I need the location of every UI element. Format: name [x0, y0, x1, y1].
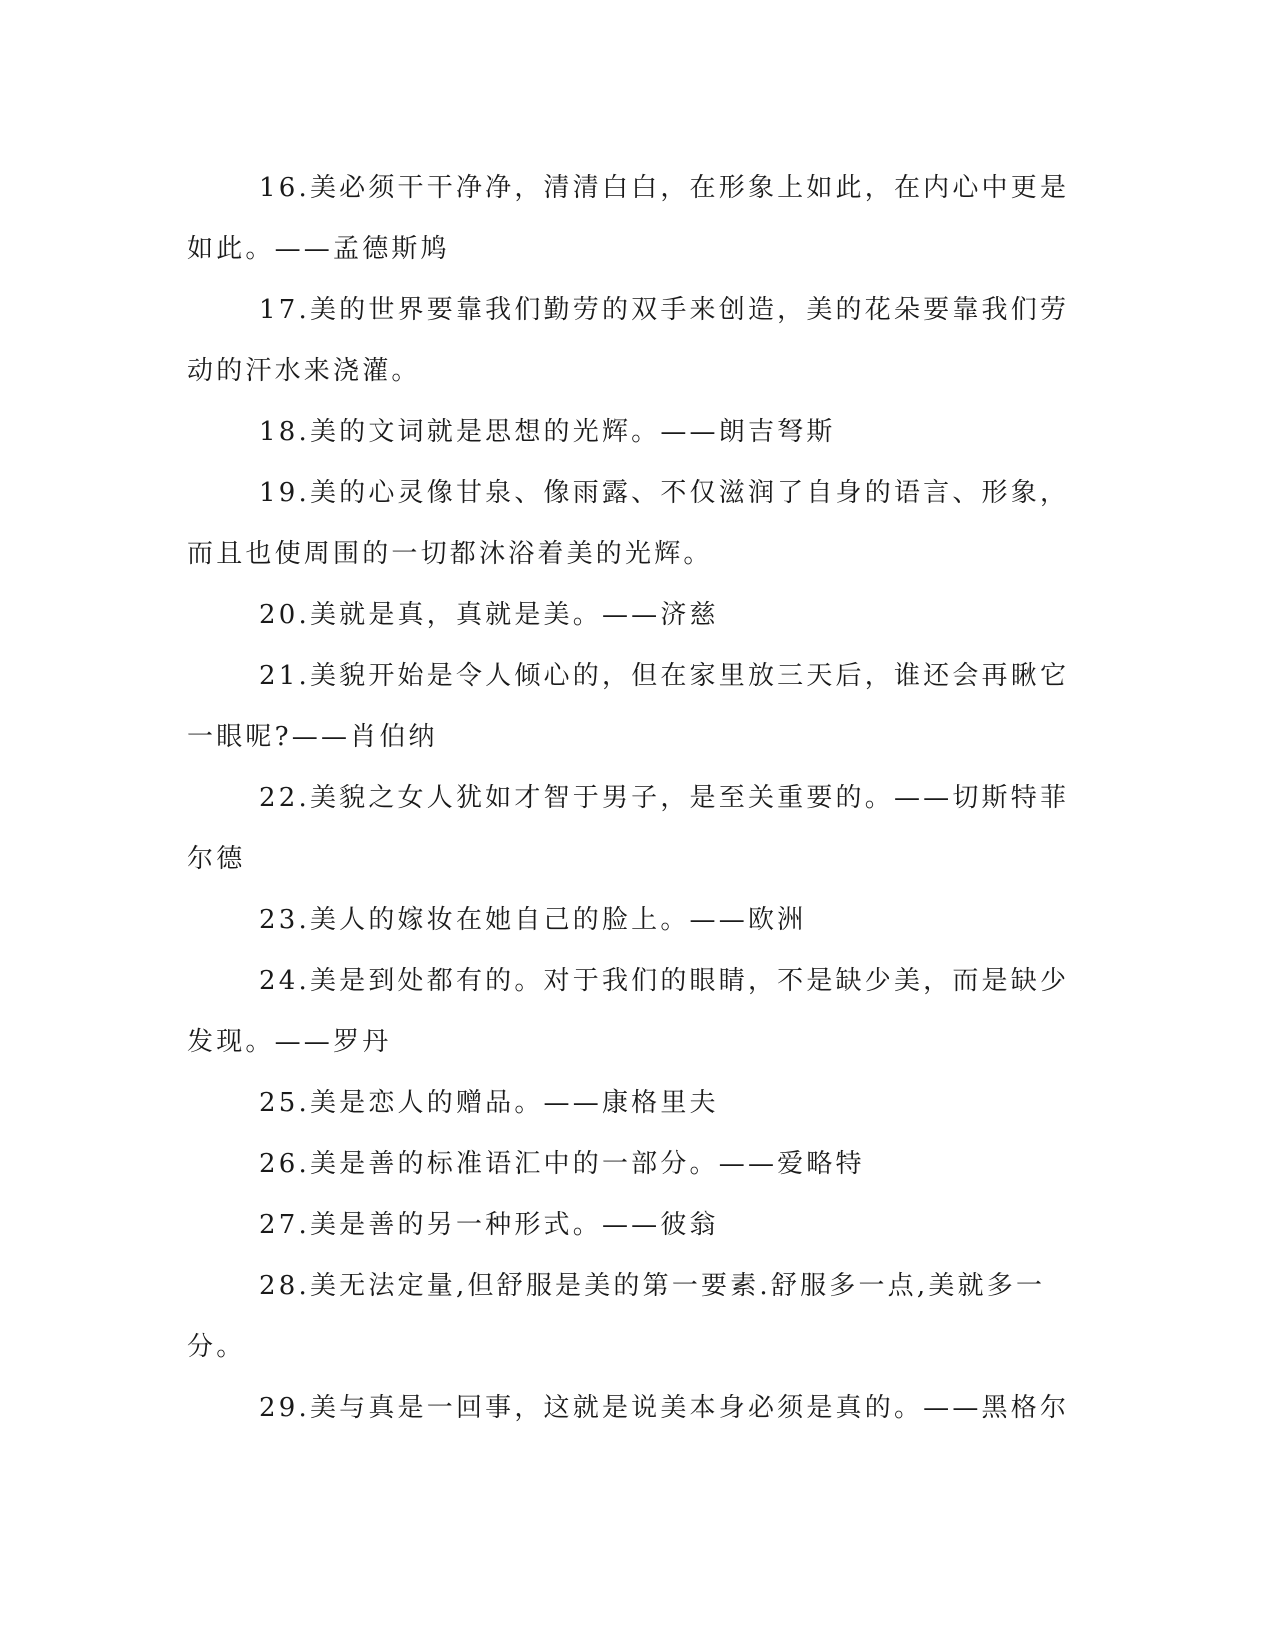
quote-paragraph-25: 25.美是恋人的赠品。——康格里夫	[259, 1088, 719, 1118]
quote-paragraph-20: 20.美就是真，真就是美。——济慈	[259, 600, 719, 630]
quote-list	[187, 158, 1073, 1439]
quote-paragraph-19: 19.美的心灵像甘泉、像雨露、不仅滋润了自身的语言、形象，而且也使周围的一切都沐浴着美的光辉。	[187, 478, 1070, 569]
quote-paragraph-28: 28.美无法定量,但舒服是美的第一要素.舒服多一点,美就多一分。	[187, 1271, 1046, 1362]
quote-paragraph-23: 23.美人的嫁妆在她自己的脸上。——欧洲	[259, 905, 807, 935]
quote-paragraph-24: 24.美是到处都有的。对于我们的眼睛，不是缺少美，而是缺少发现。——罗丹	[187, 966, 1070, 1057]
quote-paragraph-22: 22.美貌之女人犹如才智于男子，是至关重要的。——切斯特菲尔德	[187, 783, 1070, 874]
quote-paragraph-29: 29.美与真是一回事，这就是说美本身必须是真的。——黑格尔	[259, 1393, 1070, 1423]
quote-paragraph-17: 17.美的世界要靠我们勤劳的双手来创造，美的花朵要靠我们劳动的汗水来浇灌。	[187, 295, 1070, 386]
quote-paragraph-16: 16.美必须干干净净，清清白白，在形象上如此，在内心中更是如此。——孟德斯鸠	[187, 173, 1070, 264]
quote-paragraph-27: 27.美是善的另一种形式。——彼翁	[259, 1210, 719, 1240]
quote-paragraph-18: 18.美的文词就是思想的光辉。——朗吉弩斯	[259, 417, 836, 447]
quote-paragraph-26: 26.美是善的标准语汇中的一部分。——爱略特	[259, 1149, 865, 1179]
quote-paragraph-21: 21.美貌开始是令人倾心的，但在家里放三天后，谁还会再瞅它一眼呢?——肖伯纳	[187, 661, 1070, 752]
